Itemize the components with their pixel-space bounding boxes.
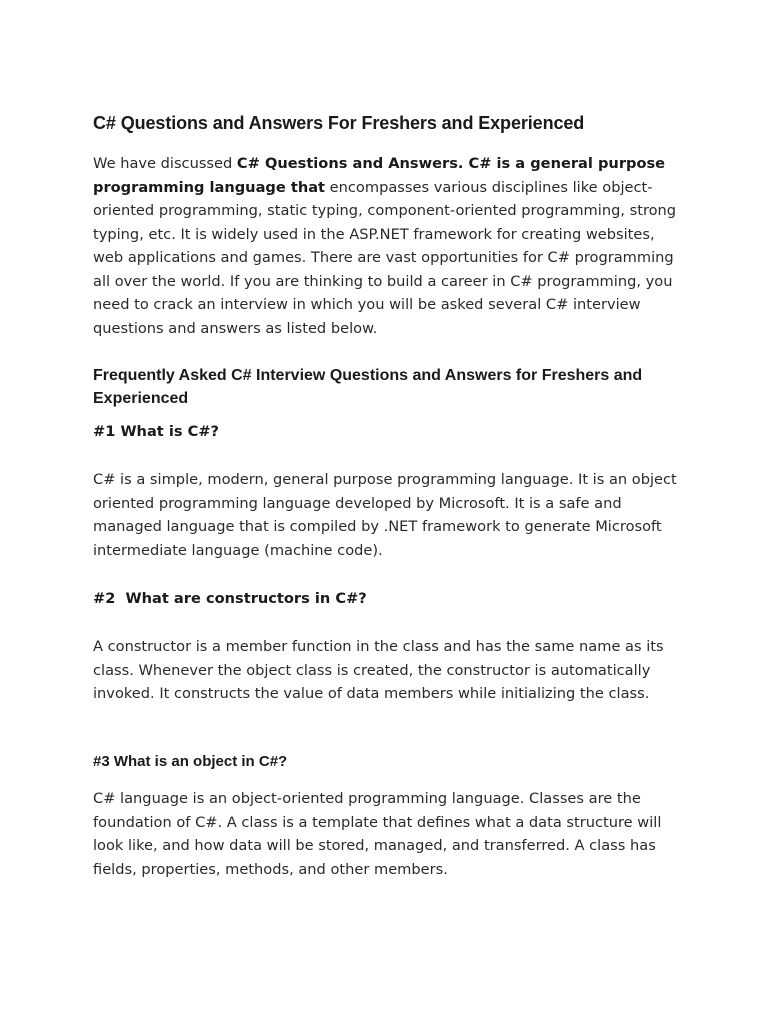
question-2-heading: #2 What are constructors in C#? — [93, 590, 367, 607]
intro-prefix: We have discussed — [93, 155, 237, 172]
page-title: C# Questions and Answers For Freshers and Experienced — [93, 113, 585, 133]
intro-rest: encompasses various disciplines like object-oriented programming, static typing, component-oriented programming, strong typing, etc. It is widely used in the ASP.NET framework for creating websites, web applications and games. There are vast opportunities for C# programming all over the world. If you are thinking to build a career in C# programming, you need to crack an interview in which you will be asked several C# interview questions and answers as listed below. — [93, 178, 677, 337]
question-1-heading: #1 What is C#? — [93, 423, 220, 440]
intro-bold-text: C# Questions and Answers. C# is a general purpose programming language that — [93, 155, 666, 196]
answer-1-paragraph: C# is a simple, modern, general purpose programming language. It is an object oriented programming language developed by Microsoft. It is a safe and managed language that is compiled by .NET framework to generate Microsoft intermediate language (machine code). — [93, 471, 677, 559]
intro-paragraph — [93, 152, 681, 340]
answer-2-paragraph: A constructor is a member function in the class and has the same name as its class. Whenever the object class is created, the constructor is automatically invoked. It constructs the value of data members while initializing the class. — [93, 638, 664, 702]
answer-3-paragraph: C# language is an object-oriented programming language. Classes are the foundation of C#. A class is a template that defines what a data structure will look like, and how data will be stored, managed, and transferred. A class has fields, properties, methods, and other members. — [93, 790, 662, 878]
section-heading: Frequently Asked C# Interview Questions and Answers for Freshers and Experienced — [93, 367, 643, 407]
question-3-heading: #3 What is an object in C#? — [93, 753, 288, 770]
